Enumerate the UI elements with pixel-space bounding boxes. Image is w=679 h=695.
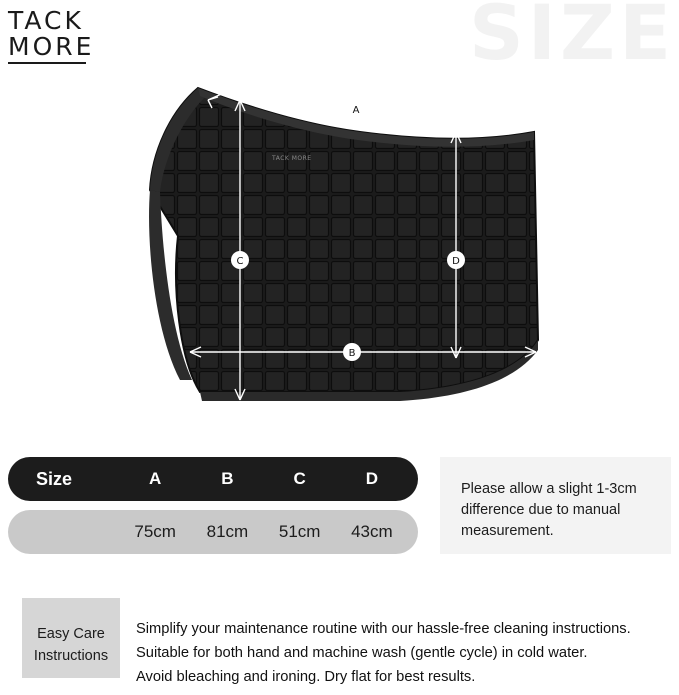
marker-c-label: C <box>236 256 244 267</box>
care-line-2: Suitable for both hand and machine wash (gentle cycle) in cold water. <box>136 644 588 661</box>
marker-d-label: D <box>452 256 460 267</box>
pad-brand-tag: TACK MORE <box>272 155 312 162</box>
care-badge-line-1: Easy Care <box>37 626 105 642</box>
size-watermark: SIZE <box>468 0 675 77</box>
brand-line-2: MORE <box>8 31 95 61</box>
value-cell-d: 43cm <box>351 522 393 541</box>
header-cell-size: Size <box>36 468 73 489</box>
value-cell-b: 81cm <box>206 522 249 541</box>
marker-b-label: B <box>348 348 356 359</box>
header-cell-a: A <box>149 469 162 488</box>
header-cell-c: C <box>293 469 306 488</box>
care-line-1: Simplify your maintenance routine with our hassle-free cleaning instructions. <box>136 621 631 637</box>
value-cell-c: 51cm <box>278 522 321 541</box>
header-cell-d: D <box>365 469 379 488</box>
measurement-note: Please allow a slight 1-3cm difference due to manual measurement. <box>440 457 671 554</box>
brand-line-1: TACK <box>8 6 84 35</box>
table-row <box>8 510 418 554</box>
care-line-3: Avoid bleaching and ironing. Dry flat for best results. <box>136 668 476 685</box>
care-badge-line-2: Instructions <box>33 647 109 664</box>
marker-a-label: A <box>352 105 360 116</box>
care-section <box>22 598 667 690</box>
header-cell-b: B <box>221 469 234 488</box>
saddle-pad-diagram <box>0 40 679 440</box>
care-badge <box>22 598 120 678</box>
size-table <box>8 457 418 554</box>
care-text <box>136 598 631 690</box>
product-illustration <box>0 40 679 440</box>
size-table-header-row <box>8 457 418 501</box>
value-cell-a: 75cm <box>134 522 176 541</box>
